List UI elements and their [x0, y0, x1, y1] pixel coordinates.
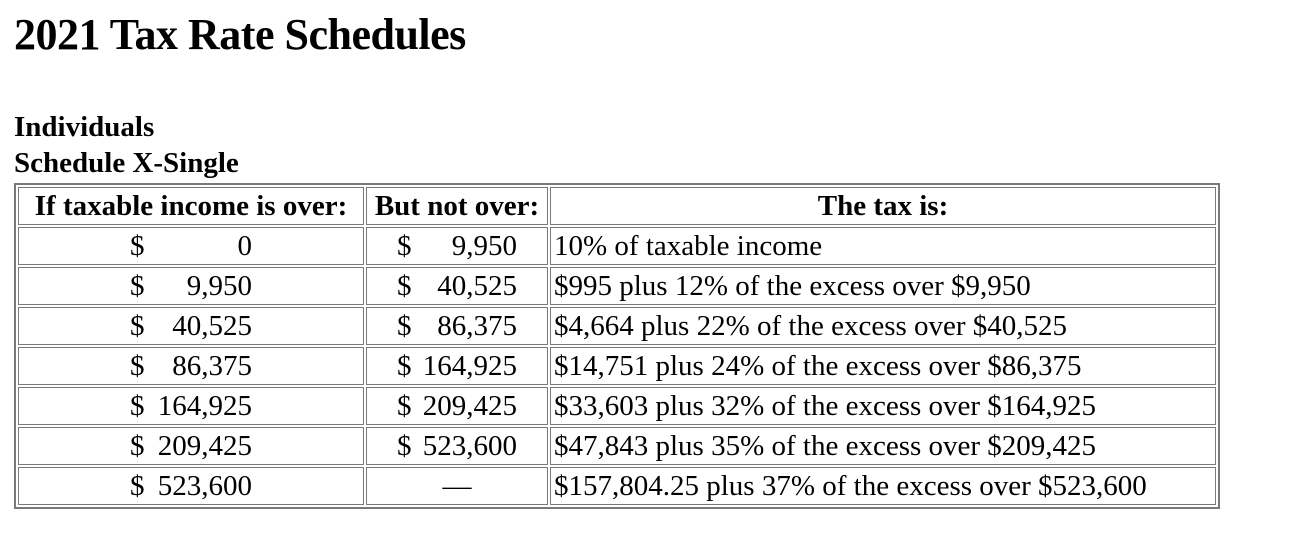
- amount: 523,600: [157, 470, 252, 502]
- currency-symbol: $: [397, 430, 412, 462]
- section-heading: Individuals: [14, 111, 155, 143]
- header-tax-is: The tax is:: [550, 187, 1216, 225]
- page-title: 2021 Tax Rate Schedules: [14, 10, 466, 59]
- cell-not-over: [366, 467, 548, 505]
- cell-tax-is: $157,804.25 plus 37% of the excess over $523,600: [550, 467, 1216, 505]
- amount: 164,925: [157, 390, 252, 422]
- currency-symbol: $: [397, 230, 412, 262]
- cell-income-over: [18, 227, 364, 265]
- schedule-heading: Schedule X-Single: [14, 147, 239, 179]
- cell-income-over: [18, 347, 364, 385]
- table-row: [18, 467, 1216, 505]
- cell-not-over: [366, 267, 548, 305]
- cell-not-over: [366, 307, 548, 345]
- currency-symbol: $: [397, 390, 412, 422]
- money-value: [397, 309, 517, 343]
- table-row: [18, 307, 1216, 345]
- header-not-over: But not over:: [366, 187, 548, 225]
- cell-not-over: [366, 227, 548, 265]
- cell-not-over: [366, 347, 548, 385]
- currency-symbol: $: [130, 390, 145, 422]
- cell-tax-is: $995 plus 12% of the excess over $9,950: [550, 267, 1216, 305]
- currency-symbol: $: [397, 310, 412, 342]
- money-value: [130, 429, 252, 463]
- cell-not-over: [366, 427, 548, 465]
- money-value: [397, 389, 517, 423]
- cell-tax-is: $4,664 plus 22% of the excess over $40,525: [550, 307, 1216, 345]
- cell-not-over: [366, 387, 548, 425]
- money-value: [130, 469, 252, 503]
- money-value: [397, 349, 517, 383]
- money-value: [397, 429, 517, 463]
- cell-tax-is: $33,603 plus 32% of the excess over $164,925: [550, 387, 1216, 425]
- currency-symbol: $: [130, 430, 145, 462]
- amount: 523,600: [422, 430, 517, 462]
- currency-symbol: $: [130, 470, 145, 502]
- cell-income-over: [18, 427, 364, 465]
- cell-income-over: [18, 467, 364, 505]
- amount: 86,375: [172, 350, 252, 382]
- tax-rate-table: [14, 183, 1220, 509]
- amount: 40,525: [437, 270, 517, 302]
- money-value: [130, 389, 252, 423]
- currency-symbol: $: [397, 350, 412, 382]
- table-body: [18, 227, 1216, 505]
- table-row: [18, 347, 1216, 385]
- amount: 164,925: [422, 350, 517, 382]
- amount: 209,425: [422, 390, 517, 422]
- amount: 0: [237, 230, 252, 262]
- cell-tax-is: $14,751 plus 24% of the excess over $86,375: [550, 347, 1216, 385]
- cell-tax-is: 10% of taxable income: [550, 227, 1216, 265]
- no-limit-dash: —: [442, 470, 472, 502]
- money-value: [397, 229, 517, 263]
- table-row: [18, 267, 1216, 305]
- currency-symbol: $: [130, 270, 145, 302]
- money-value: [130, 229, 252, 263]
- amount: 86,375: [437, 310, 517, 342]
- money-value: [130, 309, 252, 343]
- currency-symbol: $: [397, 270, 412, 302]
- cell-tax-is: $47,843 plus 35% of the excess over $209,425: [550, 427, 1216, 465]
- cell-income-over: [18, 267, 364, 305]
- currency-symbol: $: [130, 310, 145, 342]
- money-value: [397, 269, 517, 303]
- cell-income-over: [18, 307, 364, 345]
- amount: 9,950: [186, 270, 252, 302]
- currency-symbol: $: [130, 230, 145, 262]
- table-row: [18, 427, 1216, 465]
- table-header-row: [18, 187, 1216, 225]
- money-value: [130, 349, 252, 383]
- amount: 209,425: [157, 430, 252, 462]
- table-row: [18, 227, 1216, 265]
- money-value: [130, 269, 252, 303]
- header-income-over: If taxable income is over:: [18, 187, 364, 225]
- currency-symbol: $: [130, 350, 145, 382]
- amount: 40,525: [172, 310, 252, 342]
- cell-income-over: [18, 387, 364, 425]
- amount: 9,950: [451, 230, 517, 262]
- table-row: [18, 387, 1216, 425]
